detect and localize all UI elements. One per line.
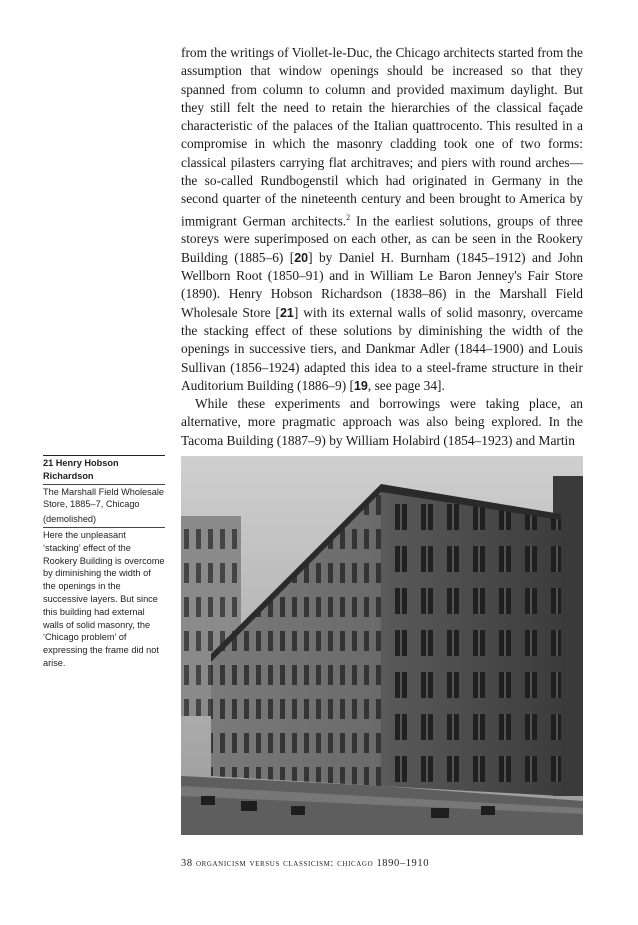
page-footer [181,858,583,869]
figure-ref-19[interactable]: 19 [353,378,368,393]
building-photo [181,456,583,835]
building-illustration [181,456,583,835]
caption-subject: The Marshall Field Wholesale Store, 1885–7, Chicago [43,486,165,510]
page-number: 38 [181,858,193,869]
paragraph-2: While these experiments and borrowings were taking place, an alternative, more pragmatic approach was also being explored. In the Tacoma Building (1887–9) by William Holabird (1854–1923) and Martin [181,396,583,448]
caption-title: 21 Henry Hobson Richardson [43,458,119,481]
caption-status: (demolished) [43,514,97,525]
main-text [181,44,583,450]
running-head: organicism versus classicism: chicago 1890–1910 [195,858,430,869]
figure-ref-20[interactable]: 20 [294,250,309,265]
figure-caption [43,455,165,671]
figure-ref-21[interactable]: 21 [279,305,294,320]
paragraph-1: from the writings of Viollet-le-Duc, the Chicago architects started from the assumption that window openings should be increased so that they spanned from column to column and provided maximum daylight. But they still felt the need to retain the hierarchies of the classical façade characteristic of the palaces of the Italian quattrocento. This resulted in a compromise in which the masonry cladding took one of two forms: classical pilasters carrying flat architraves; and piers with round arches—the so-called Rundbogenstil which had originated in Germany in the second quarter of the nineteenth century and been brought to America by immigrant German architects.$^2$ In the earliest solutions, groups of three storeys were superimposed on each other, as can be seen in the Rookery Building (1885–6) [20] by Daniel H. Burnham (1845–1912) and John Wellborn Root (1850–91) and in William Le Baron Jenney's Fair Store (1890). Henry Hobson Richardson (1838–86) in the Marshall Field Wholesale Store [21] with its external walls of solid masonry, overcame the stacking effect of these solutions by diminishing the width of the openings in successive tiers, and Dankmar Adler (1844–1900) and Louis Sullivan (1856–1924) adapted this idea to a steel-frame structure in their Auditorium Building (1886–9) [19, see page 34]. [181,45,584,393]
footnote-ref[interactable]: 2 [346,212,351,222]
caption-description: Here the unpleasant ‘stacking’ effect of the Rookery Building is overcome by diminishing the width of the openings in the successive layers. But since this building had external walls of solid masonry, the ‘Chicago problem’ of expressing the frame did not arise. [43,529,165,668]
